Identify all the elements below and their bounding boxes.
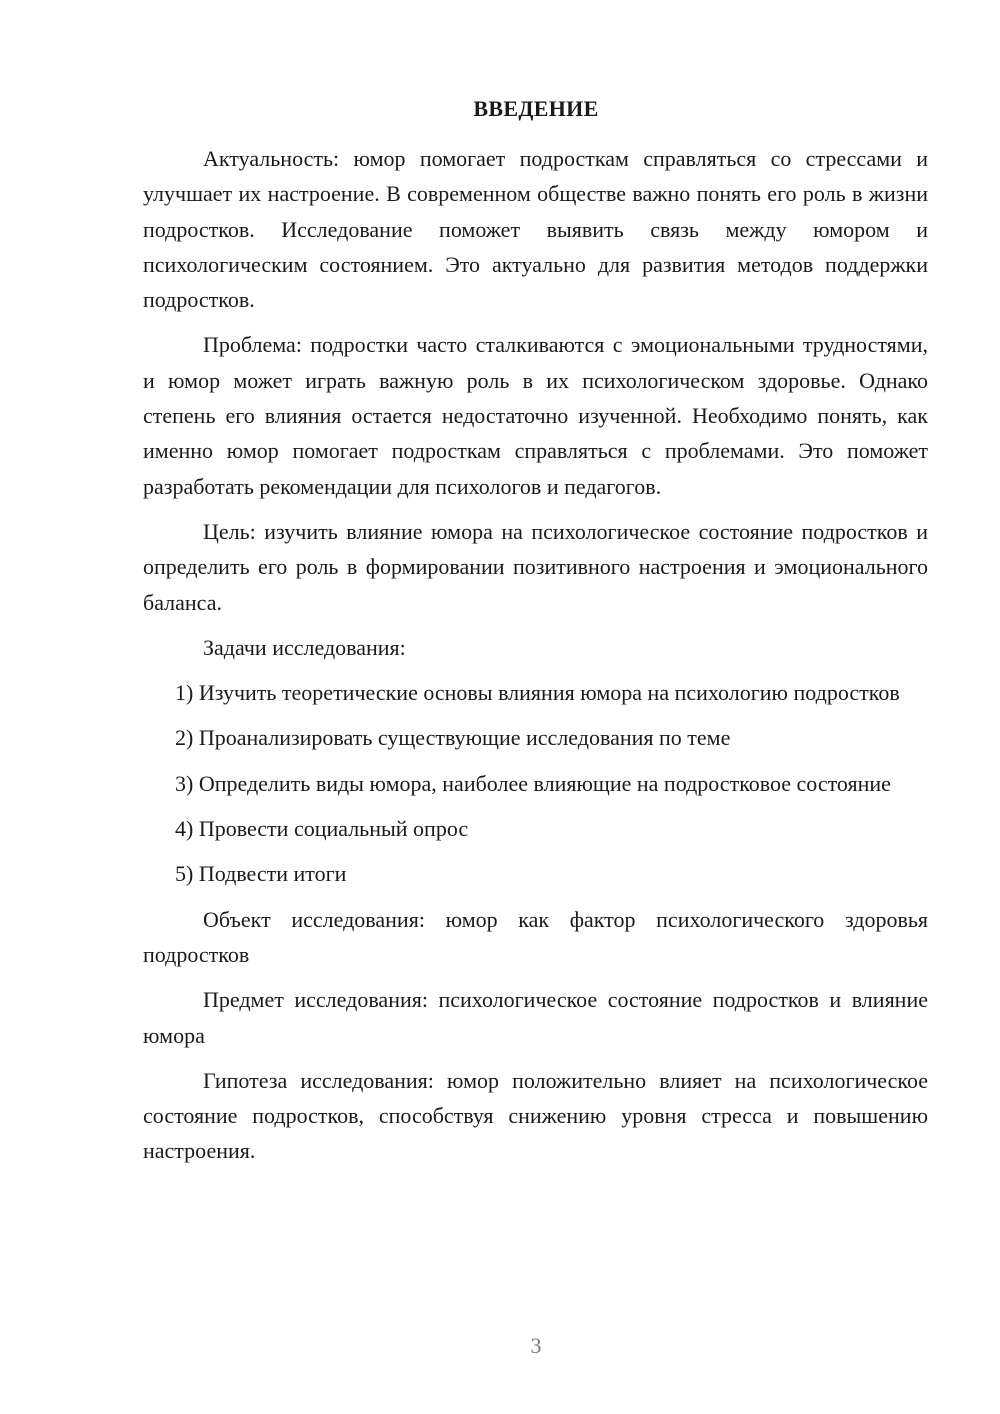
paragraph-problem: Проблема: подростки часто сталкиваются с эмоциональными трудностями, и юмор может играть важную роль в их психологическом здоровье. Однако степень его влияния остается недостаточно изученной. Необходимо понять, как именно юмор помогает подросткам справляться с проблемами. Это поможет разработать рекомендации для психологов и педагогов.	[143, 332, 928, 499]
task-item-3: 3) Определить виды юмора, наиболее влияющие на подростковое состояние	[175, 770, 891, 796]
task-item-2: 2) Проанализировать существующие исследования по теме	[175, 725, 731, 751]
task-item-5: 5) Подвести итоги	[175, 861, 347, 887]
paragraph-object: Объект исследования: юмор как фактор психологического здоровья подростков	[143, 906, 928, 967]
task-item-4: 4) Провести социальный опрос	[175, 816, 469, 842]
paragraph-subject: Предмет исследования: психологическое состояние подростков и влияние юмора	[143, 987, 928, 1048]
task-item-1: 1) Изучить теоретические основы влияния юмора на психологию подростков	[175, 680, 900, 706]
paragraph-hypothesis: Гипотеза исследования: юмор положительно влияет на психологическое состояние подростков, способствуя снижению уровня стресса и повышению настроения.	[143, 1067, 928, 1164]
paragraph-goal: Цель: изучить влияние юмора на психологическое состояние подростков и определить его роль в формировании позитивного настроения и эмоционального баланса.	[143, 518, 928, 615]
document-body	[143, 141, 928, 1179]
page-number: 3	[530, 1333, 542, 1358]
tasks-heading: Задачи исследования:	[203, 634, 406, 660]
paragraph-relevance: Актуальность: юмор помогает подросткам справляться со стрессами и улучшает их настроение. В современном обществе важно понять его роль в жизни подростков. Исследование поможет выявить связь между юмором и психологическим состоянием. Это актуально для развития методов поддержки подростков.	[143, 146, 928, 313]
page-heading: ВВЕДЕНИЕ	[473, 96, 599, 121]
